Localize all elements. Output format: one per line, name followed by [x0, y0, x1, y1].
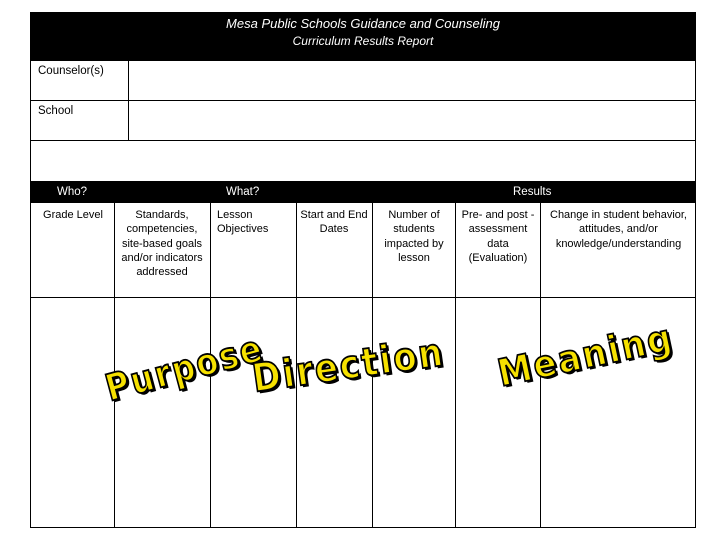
section-header-bar	[30, 181, 696, 203]
column-header-lesson-objectives: Lesson Objectives	[217, 209, 269, 236]
column-header-dates: Start and End Dates	[300, 209, 368, 236]
what-header: What?	[226, 186, 260, 198]
school-label: School	[38, 105, 74, 117]
counselor-field[interactable]	[129, 61, 695, 100]
who-header: Who?	[57, 186, 88, 198]
cell-assessment[interactable]	[456, 298, 540, 527]
purpose-wordart: Purpose	[100, 325, 269, 410]
cell-standards[interactable]	[115, 298, 210, 527]
school-field[interactable]	[129, 101, 695, 140]
column-header-grade-level: Grade Level	[43, 209, 103, 221]
divider	[128, 60, 129, 140]
column-header-standards: Standards, competencies, site-based goals and/or indicators addressed	[121, 209, 203, 279]
notes-field[interactable]	[31, 141, 695, 181]
results-header: Results	[513, 186, 552, 198]
cell-dates[interactable]	[297, 298, 372, 527]
column-header-students-impacted: Number of students impacted by lesson	[384, 209, 444, 264]
report-title: Mesa Public Schools Guidance and Counseling	[226, 16, 500, 31]
meaning-wordart: Meaning	[493, 315, 678, 396]
column-header-assessment: Pre- and post - assessment data (Evaluation)	[461, 209, 535, 264]
column-header-change: Change in student behavior, attitudes, and/or knowledge/understanding	[550, 209, 687, 250]
report-subtitle: Curriculum Results Report	[292, 34, 434, 48]
counselor-label: Counselor(s)	[38, 65, 104, 77]
cell-grade-level[interactable]	[31, 298, 114, 527]
direction-wordart: Direction	[249, 329, 448, 402]
